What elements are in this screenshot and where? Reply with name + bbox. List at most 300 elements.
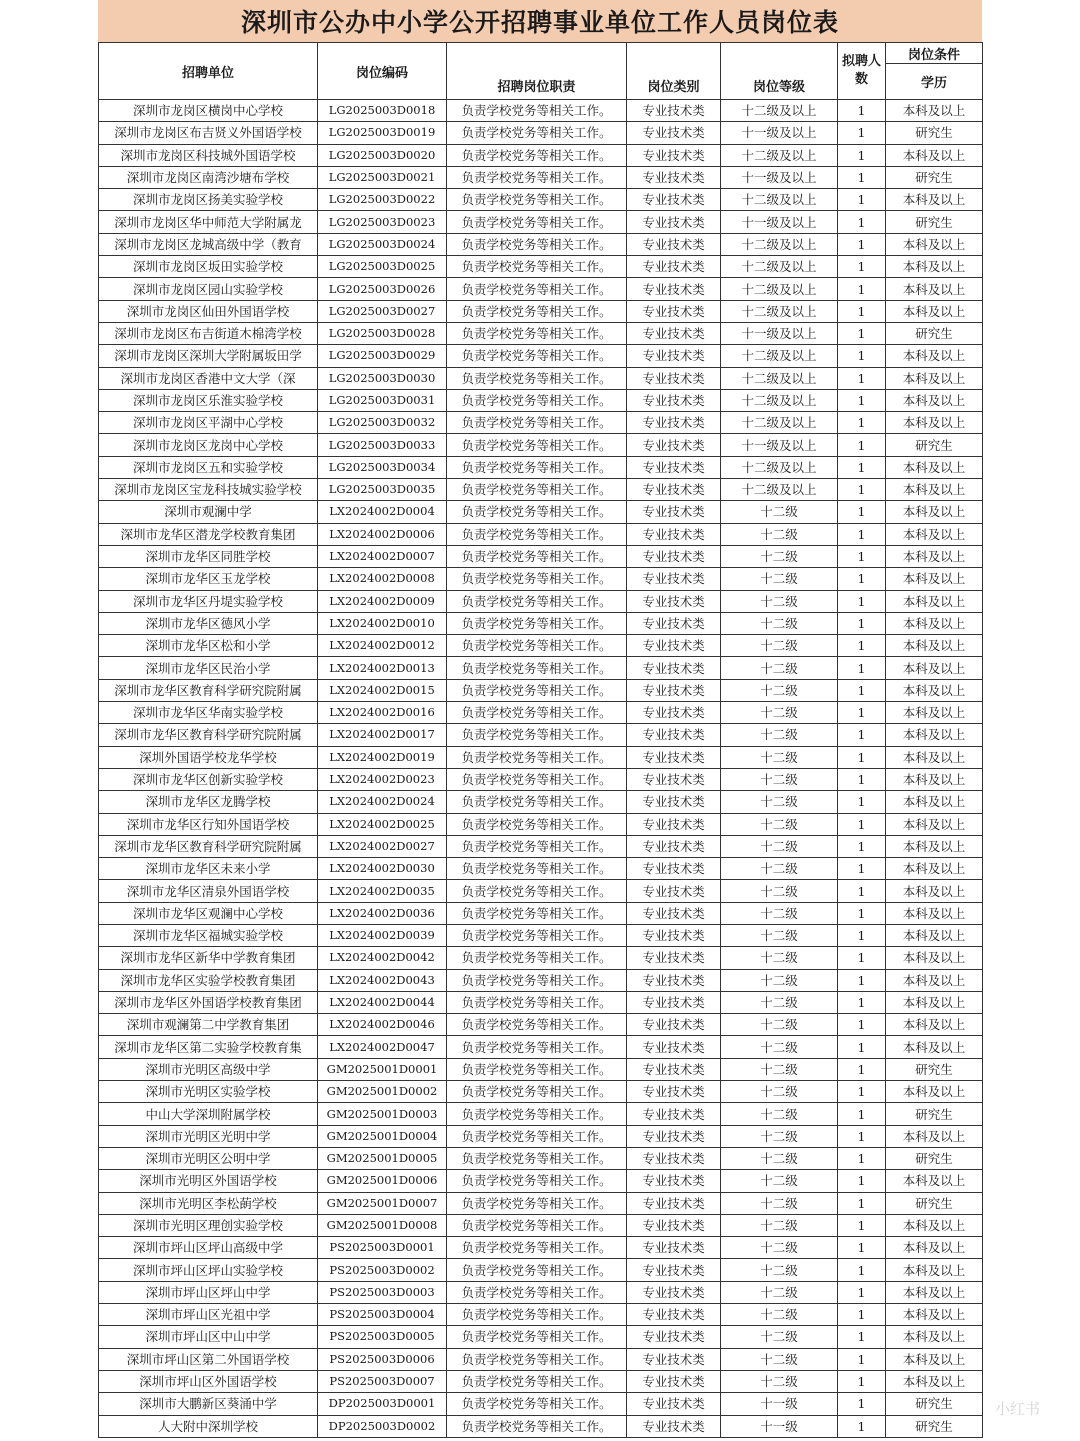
duty-cell: 负责学校党务等相关工作。: [447, 1348, 627, 1370]
code-cell: LX2024002D0010: [318, 612, 447, 634]
table-row: [99, 1103, 983, 1125]
category-cell: 专业技术类: [627, 746, 721, 768]
count-cell: 1: [838, 1081, 886, 1103]
level-cell: 十二级: [721, 1014, 838, 1036]
unit-cell: 深圳市坪山区第二外国语学校: [99, 1348, 318, 1370]
table-row: [99, 1081, 983, 1103]
code-cell: PS2025003D0006: [318, 1348, 447, 1370]
code-cell: LX2024002D0035: [318, 880, 447, 902]
unit-cell: 深圳市龙岗区宝龙科技城实验学校: [99, 479, 318, 501]
category-cell: 专业技术类: [627, 278, 721, 300]
duty-cell: 负责学校党务等相关工作。: [447, 345, 627, 367]
unit-cell: 深圳市坪山区光祖中学: [99, 1304, 318, 1326]
level-cell: 十二级: [721, 924, 838, 946]
count-cell: 1: [838, 969, 886, 991]
table-row: [99, 211, 983, 233]
level-cell: 十二级: [721, 902, 838, 924]
level-cell: 十二级: [721, 813, 838, 835]
unit-cell: 深圳市龙岗区深圳大学附属坂田学: [99, 345, 318, 367]
code-cell: LG2025003D0030: [318, 367, 447, 389]
unit-cell: 深圳市光明区李松蓢学校: [99, 1192, 318, 1214]
category-cell: 专业技术类: [627, 1103, 721, 1125]
level-cell: 十二级及以上: [721, 100, 838, 122]
count-cell: 1: [838, 612, 886, 634]
table-row: [99, 1281, 983, 1303]
code-cell: LG2025003D0034: [318, 456, 447, 478]
education-cell: 本科及以上: [886, 189, 983, 211]
code-cell: LG2025003D0018: [318, 100, 447, 122]
level-cell: 十二级及以上: [721, 256, 838, 278]
duty-cell: 负责学校党务等相关工作。: [447, 1103, 627, 1125]
code-cell: PS2025003D0003: [318, 1281, 447, 1303]
level-cell: 十二级及以上: [721, 345, 838, 367]
education-cell: 本科及以上: [886, 1170, 983, 1192]
category-cell: 专业技术类: [627, 1036, 721, 1058]
code-cell: LX2024002D0004: [318, 501, 447, 523]
education-cell: 本科及以上: [886, 568, 983, 590]
level-cell: 十二级: [721, 858, 838, 880]
count-cell: 1: [838, 1326, 886, 1348]
education-cell: 本科及以上: [886, 1259, 983, 1281]
table-row: [99, 389, 983, 411]
level-cell: 十二级及以上: [721, 278, 838, 300]
code-cell: LX2024002D0024: [318, 791, 447, 813]
education-cell: 本科及以上: [886, 1036, 983, 1058]
unit-cell: 深圳市龙岗区坂田实验学校: [99, 256, 318, 278]
unit-cell: 深圳市光明区外国语学校: [99, 1170, 318, 1192]
unit-cell: 深圳市龙华区同胜学校: [99, 545, 318, 567]
category-cell: 专业技术类: [627, 1058, 721, 1080]
table-row: [99, 1393, 983, 1415]
education-cell: 研究生: [886, 1415, 983, 1437]
code-cell: PS2025003D0002: [318, 1259, 447, 1281]
level-cell: 十二级: [721, 545, 838, 567]
education-cell: 本科及以上: [886, 1125, 983, 1147]
category-cell: 专业技术类: [627, 1304, 721, 1326]
education-cell: 本科及以上: [886, 902, 983, 924]
education-cell: 本科及以上: [886, 768, 983, 790]
category-cell: 专业技术类: [627, 1170, 721, 1192]
education-cell: 研究生: [886, 211, 983, 233]
table-row: [99, 813, 983, 835]
duty-cell: 负责学校党务等相关工作。: [447, 1326, 627, 1348]
education-cell: 本科及以上: [886, 590, 983, 612]
code-cell: LX2024002D0023: [318, 768, 447, 790]
unit-cell: 深圳市坪山区中山中学: [99, 1326, 318, 1348]
level-cell: 十二级: [721, 1326, 838, 1348]
table-row: [99, 278, 983, 300]
unit-cell: 深圳市龙岗区乐淮实验学校: [99, 389, 318, 411]
code-cell: LX2024002D0039: [318, 924, 447, 946]
education-cell: 本科及以上: [886, 456, 983, 478]
count-cell: 1: [838, 1281, 886, 1303]
duty-cell: 负责学校党务等相关工作。: [447, 969, 627, 991]
unit-cell: 深圳市坪山区坪山实验学校: [99, 1259, 318, 1281]
header-unit: 招聘单位: [99, 43, 318, 100]
category-cell: 专业技术类: [627, 345, 721, 367]
table-row: [99, 858, 983, 880]
count-cell: 1: [838, 1147, 886, 1169]
unit-cell: 深圳市光明区光明中学: [99, 1125, 318, 1147]
table-row: [99, 635, 983, 657]
count-cell: 1: [838, 835, 886, 857]
education-cell: 研究生: [886, 1058, 983, 1080]
category-cell: 专业技术类: [627, 947, 721, 969]
level-cell: 十二级及以上: [721, 189, 838, 211]
category-cell: 专业技术类: [627, 122, 721, 144]
code-cell: LG2025003D0026: [318, 278, 447, 300]
table-row: [99, 612, 983, 634]
education-cell: 本科及以上: [886, 791, 983, 813]
level-cell: 十二级: [721, 1237, 838, 1259]
page-title: 深圳市公办中小学公开招聘事业单位工作人员岗位表: [98, 0, 982, 42]
category-cell: 专业技术类: [627, 635, 721, 657]
education-cell: 研究生: [886, 1192, 983, 1214]
count-cell: 1: [838, 479, 886, 501]
category-cell: 专业技术类: [627, 702, 721, 724]
unit-cell: 深圳市龙岗区龙城高级中学（教育: [99, 233, 318, 255]
category-cell: 专业技术类: [627, 1214, 721, 1236]
duty-cell: 负责学校党务等相关工作。: [447, 233, 627, 255]
education-cell: 本科及以上: [886, 858, 983, 880]
table-row: [99, 1214, 983, 1236]
code-cell: GM2025001D0005: [318, 1147, 447, 1169]
table-row: [99, 1415, 983, 1437]
duty-cell: 负责学校党务等相关工作。: [447, 1058, 627, 1080]
duty-cell: 负责学校党务等相关工作。: [447, 1214, 627, 1236]
level-cell: 十二级: [721, 1304, 838, 1326]
unit-cell: 深圳市龙岗区华中师范大学附属龙: [99, 211, 318, 233]
category-cell: 专业技术类: [627, 791, 721, 813]
code-cell: LX2024002D0046: [318, 1014, 447, 1036]
count-cell: 1: [838, 813, 886, 835]
count-cell: 1: [838, 1237, 886, 1259]
level-cell: 十二级: [721, 1036, 838, 1058]
category-cell: 专业技术类: [627, 456, 721, 478]
table-row: [99, 434, 983, 456]
level-cell: 十二级及以上: [721, 233, 838, 255]
level-cell: 十二级: [721, 590, 838, 612]
category-cell: 专业技术类: [627, 100, 721, 122]
table-row: [99, 189, 983, 211]
level-cell: 十二级: [721, 991, 838, 1013]
education-cell: 本科及以上: [886, 1214, 983, 1236]
unit-cell: 深圳市龙岗区扬美实验学校: [99, 189, 318, 211]
code-cell: LX2024002D0007: [318, 545, 447, 567]
category-cell: 专业技术类: [627, 1237, 721, 1259]
table-row: [99, 1304, 983, 1326]
category-cell: 专业技术类: [627, 568, 721, 590]
table-row: [99, 657, 983, 679]
code-cell: LX2024002D0036: [318, 902, 447, 924]
category-cell: 专业技术类: [627, 1147, 721, 1169]
code-cell: PS2025003D0007: [318, 1370, 447, 1392]
level-cell: 十二级: [721, 1103, 838, 1125]
unit-cell: 深圳市龙岗区科技城外国语学校: [99, 144, 318, 166]
unit-cell: 深圳市龙华区观澜中心学校: [99, 902, 318, 924]
table-row: [99, 924, 983, 946]
education-cell: 本科及以上: [886, 256, 983, 278]
table-row: [99, 345, 983, 367]
category-cell: 专业技术类: [627, 724, 721, 746]
duty-cell: 负责学校党务等相关工作。: [447, 1259, 627, 1281]
education-cell: 本科及以上: [886, 835, 983, 857]
level-cell: 十二级: [721, 612, 838, 634]
count-cell: 1: [838, 412, 886, 434]
table-row: [99, 501, 983, 523]
level-cell: 十二级: [721, 679, 838, 701]
category-cell: 专业技术类: [627, 768, 721, 790]
level-cell: 十二级: [721, 1370, 838, 1392]
category-cell: 专业技术类: [627, 1348, 721, 1370]
code-cell: PS2025003D0001: [318, 1237, 447, 1259]
unit-cell: 深圳市龙华区行知外国语学校: [99, 813, 318, 835]
unit-cell: 深圳市龙华区松和小学: [99, 635, 318, 657]
category-cell: 专业技术类: [627, 1259, 721, 1281]
unit-cell: 深圳市龙华区未来小学: [99, 858, 318, 880]
education-cell: 本科及以上: [886, 1014, 983, 1036]
table-row: [99, 523, 983, 545]
duty-cell: 负责学校党务等相关工作。: [447, 479, 627, 501]
unit-cell: 深圳市龙岗区南湾沙塘布学校: [99, 166, 318, 188]
unit-cell: 深圳市坪山区外国语学校: [99, 1370, 318, 1392]
unit-cell: 深圳市龙岗区仙田外国语学校: [99, 300, 318, 322]
education-cell: 研究生: [886, 122, 983, 144]
level-cell: 十一级: [721, 1393, 838, 1415]
category-cell: 专业技术类: [627, 1014, 721, 1036]
duty-cell: 负责学校党务等相关工作。: [447, 813, 627, 835]
unit-cell: 深圳市龙岗区布吉街道木棉湾学校: [99, 322, 318, 344]
duty-cell: 负责学校党务等相关工作。: [447, 702, 627, 724]
unit-cell: 深圳市龙华区教育科学研究院附属: [99, 835, 318, 857]
count-cell: 1: [838, 189, 886, 211]
count-cell: 1: [838, 166, 886, 188]
category-cell: 专业技术类: [627, 924, 721, 946]
category-cell: 专业技术类: [627, 679, 721, 701]
duty-cell: 负责学校党务等相关工作。: [447, 545, 627, 567]
table-row: [99, 122, 983, 144]
education-cell: 本科及以上: [886, 612, 983, 634]
category-cell: 专业技术类: [627, 322, 721, 344]
category-cell: 专业技术类: [627, 233, 721, 255]
level-cell: 十一级: [721, 1415, 838, 1437]
education-cell: 本科及以上: [886, 278, 983, 300]
education-cell: 本科及以上: [886, 479, 983, 501]
code-cell: LX2024002D0030: [318, 858, 447, 880]
education-cell: 本科及以上: [886, 1326, 983, 1348]
duty-cell: 负责学校党务等相关工作。: [447, 501, 627, 523]
duty-cell: 负责学校党务等相关工作。: [447, 256, 627, 278]
category-cell: 专业技术类: [627, 256, 721, 278]
header-code: 岗位编码: [318, 43, 447, 100]
table-row: [99, 256, 983, 278]
level-cell: 十二级: [721, 768, 838, 790]
category-cell: 专业技术类: [627, 1370, 721, 1392]
duty-cell: 负责学校党务等相关工作。: [447, 612, 627, 634]
category-cell: 专业技术类: [627, 523, 721, 545]
category-cell: 专业技术类: [627, 1393, 721, 1415]
education-cell: 本科及以上: [886, 702, 983, 724]
level-cell: 十二级: [721, 1147, 838, 1169]
count-cell: 1: [838, 501, 886, 523]
duty-cell: 负责学校党务等相关工作。: [447, 991, 627, 1013]
unit-cell: 深圳市光明区理创实验学校: [99, 1214, 318, 1236]
count-cell: 1: [838, 144, 886, 166]
education-cell: 研究生: [886, 322, 983, 344]
code-cell: DP2025003D0002: [318, 1415, 447, 1437]
unit-cell: 深圳市龙岗区园山实验学校: [99, 278, 318, 300]
duty-cell: 负责学校党务等相关工作。: [447, 947, 627, 969]
unit-cell: 深圳市龙华区德风小学: [99, 612, 318, 634]
table-row: [99, 1036, 983, 1058]
code-cell: LX2024002D0027: [318, 835, 447, 857]
duty-cell: 负责学校党务等相关工作。: [447, 367, 627, 389]
level-cell: 十二级: [721, 635, 838, 657]
duty-cell: 负责学校党务等相关工作。: [447, 278, 627, 300]
duty-cell: 负责学校党务等相关工作。: [447, 412, 627, 434]
level-cell: 十二级: [721, 724, 838, 746]
level-cell: 十二级: [721, 1281, 838, 1303]
code-cell: LG2025003D0020: [318, 144, 447, 166]
level-cell: 十二级: [721, 880, 838, 902]
duty-cell: 负责学校党务等相关工作。: [447, 568, 627, 590]
duty-cell: 负责学校党务等相关工作。: [447, 791, 627, 813]
level-cell: 十一级及以上: [721, 166, 838, 188]
level-cell: 十二级: [721, 1058, 838, 1080]
education-cell: 本科及以上: [886, 545, 983, 567]
code-cell: LX2024002D0017: [318, 724, 447, 746]
duty-cell: 负责学校党务等相关工作。: [447, 434, 627, 456]
duty-cell: 负责学校党务等相关工作。: [447, 724, 627, 746]
education-cell: 本科及以上: [886, 144, 983, 166]
table-row: [99, 412, 983, 434]
duty-cell: 负责学校党务等相关工作。: [447, 389, 627, 411]
table-row: [99, 724, 983, 746]
count-cell: 1: [838, 1259, 886, 1281]
level-cell: 十二级: [721, 791, 838, 813]
education-cell: 本科及以上: [886, 1281, 983, 1303]
level-cell: 十一级及以上: [721, 122, 838, 144]
table-row: [99, 880, 983, 902]
count-cell: 1: [838, 1103, 886, 1125]
count-cell: 1: [838, 345, 886, 367]
education-cell: 研究生: [886, 1147, 983, 1169]
count-cell: 1: [838, 1370, 886, 1392]
category-cell: 专业技术类: [627, 367, 721, 389]
duty-cell: 负责学校党务等相关工作。: [447, 1036, 627, 1058]
category-cell: 专业技术类: [627, 969, 721, 991]
table-row: [99, 835, 983, 857]
category-cell: 专业技术类: [627, 1326, 721, 1348]
table-row: [99, 479, 983, 501]
table-row: [99, 1370, 983, 1392]
count-cell: 1: [838, 1125, 886, 1147]
table-row: [99, 233, 983, 255]
count-cell: 1: [838, 590, 886, 612]
table-row: [99, 100, 983, 122]
count-cell: 1: [838, 389, 886, 411]
count-cell: 1: [838, 233, 886, 255]
level-cell: 十二级: [721, 1125, 838, 1147]
level-cell: 十二级: [721, 1348, 838, 1370]
category-cell: 专业技术类: [627, 1192, 721, 1214]
count-cell: 1: [838, 456, 886, 478]
duty-cell: 负责学校党务等相关工作。: [447, 858, 627, 880]
count-cell: 1: [838, 278, 886, 300]
duty-cell: 负责学校党务等相关工作。: [447, 1014, 627, 1036]
level-cell: 十二级: [721, 702, 838, 724]
code-cell: LX2024002D0047: [318, 1036, 447, 1058]
education-cell: 本科及以上: [886, 412, 983, 434]
unit-cell: 深圳市龙岗区香港中文大学（深: [99, 367, 318, 389]
unit-cell: 深圳市坪山区坪山中学: [99, 1281, 318, 1303]
category-cell: 专业技术类: [627, 545, 721, 567]
code-cell: LG2025003D0024: [318, 233, 447, 255]
education-cell: 本科及以上: [886, 991, 983, 1013]
duty-cell: 负责学校党务等相关工作。: [447, 880, 627, 902]
duty-cell: 负责学校党务等相关工作。: [447, 1281, 627, 1303]
unit-cell: 深圳市龙岗区布吉贤义外国语学校: [99, 122, 318, 144]
code-cell: LG2025003D0032: [318, 412, 447, 434]
code-cell: LX2024002D0006: [318, 523, 447, 545]
code-cell: PS2025003D0004: [318, 1304, 447, 1326]
count-cell: 1: [838, 300, 886, 322]
level-cell: 十二级: [721, 501, 838, 523]
level-cell: 十二级: [721, 568, 838, 590]
duty-cell: 负责学校党务等相关工作。: [447, 456, 627, 478]
code-cell: LG2025003D0021: [318, 166, 447, 188]
education-cell: 本科及以上: [886, 657, 983, 679]
code-cell: GM2025001D0006: [318, 1170, 447, 1192]
table-row: [99, 166, 983, 188]
table-row: [99, 1058, 983, 1080]
code-cell: LX2024002D0013: [318, 657, 447, 679]
duty-cell: 负责学校党务等相关工作。: [447, 100, 627, 122]
duty-cell: 负责学校党务等相关工作。: [447, 746, 627, 768]
education-cell: 本科及以上: [886, 813, 983, 835]
table-row: [99, 545, 983, 567]
table-row: [99, 768, 983, 790]
header-conditions: 岗位条件: [886, 43, 983, 64]
level-cell: 十二级及以上: [721, 412, 838, 434]
unit-cell: 深圳市龙华区丹堤实验学校: [99, 590, 318, 612]
code-cell: LG2025003D0025: [318, 256, 447, 278]
header-count: 拟聘人数: [838, 43, 886, 100]
code-cell: LX2024002D0025: [318, 813, 447, 835]
education-cell: 研究生: [886, 434, 983, 456]
category-cell: 专业技术类: [627, 991, 721, 1013]
unit-cell: 深圳市龙华区玉龙学校: [99, 568, 318, 590]
count-cell: 1: [838, 1192, 886, 1214]
duty-cell: 负责学校党务等相关工作。: [447, 166, 627, 188]
duty-cell: 负责学校党务等相关工作。: [447, 300, 627, 322]
count-cell: 1: [838, 100, 886, 122]
duty-cell: 负责学校党务等相关工作。: [447, 1192, 627, 1214]
level-cell: 十二级: [721, 947, 838, 969]
category-cell: 专业技术类: [627, 1081, 721, 1103]
count-cell: 1: [838, 1393, 886, 1415]
count-cell: 1: [838, 858, 886, 880]
unit-cell: 深圳市光明区高级中学: [99, 1058, 318, 1080]
count-cell: 1: [838, 545, 886, 567]
education-cell: 研究生: [886, 166, 983, 188]
education-cell: 本科及以上: [886, 924, 983, 946]
table-row: [99, 1259, 983, 1281]
duty-cell: 负责学校党务等相关工作。: [447, 1370, 627, 1392]
level-cell: 十二级及以上: [721, 300, 838, 322]
code-cell: GM2025001D0002: [318, 1081, 447, 1103]
table-row: [99, 300, 983, 322]
